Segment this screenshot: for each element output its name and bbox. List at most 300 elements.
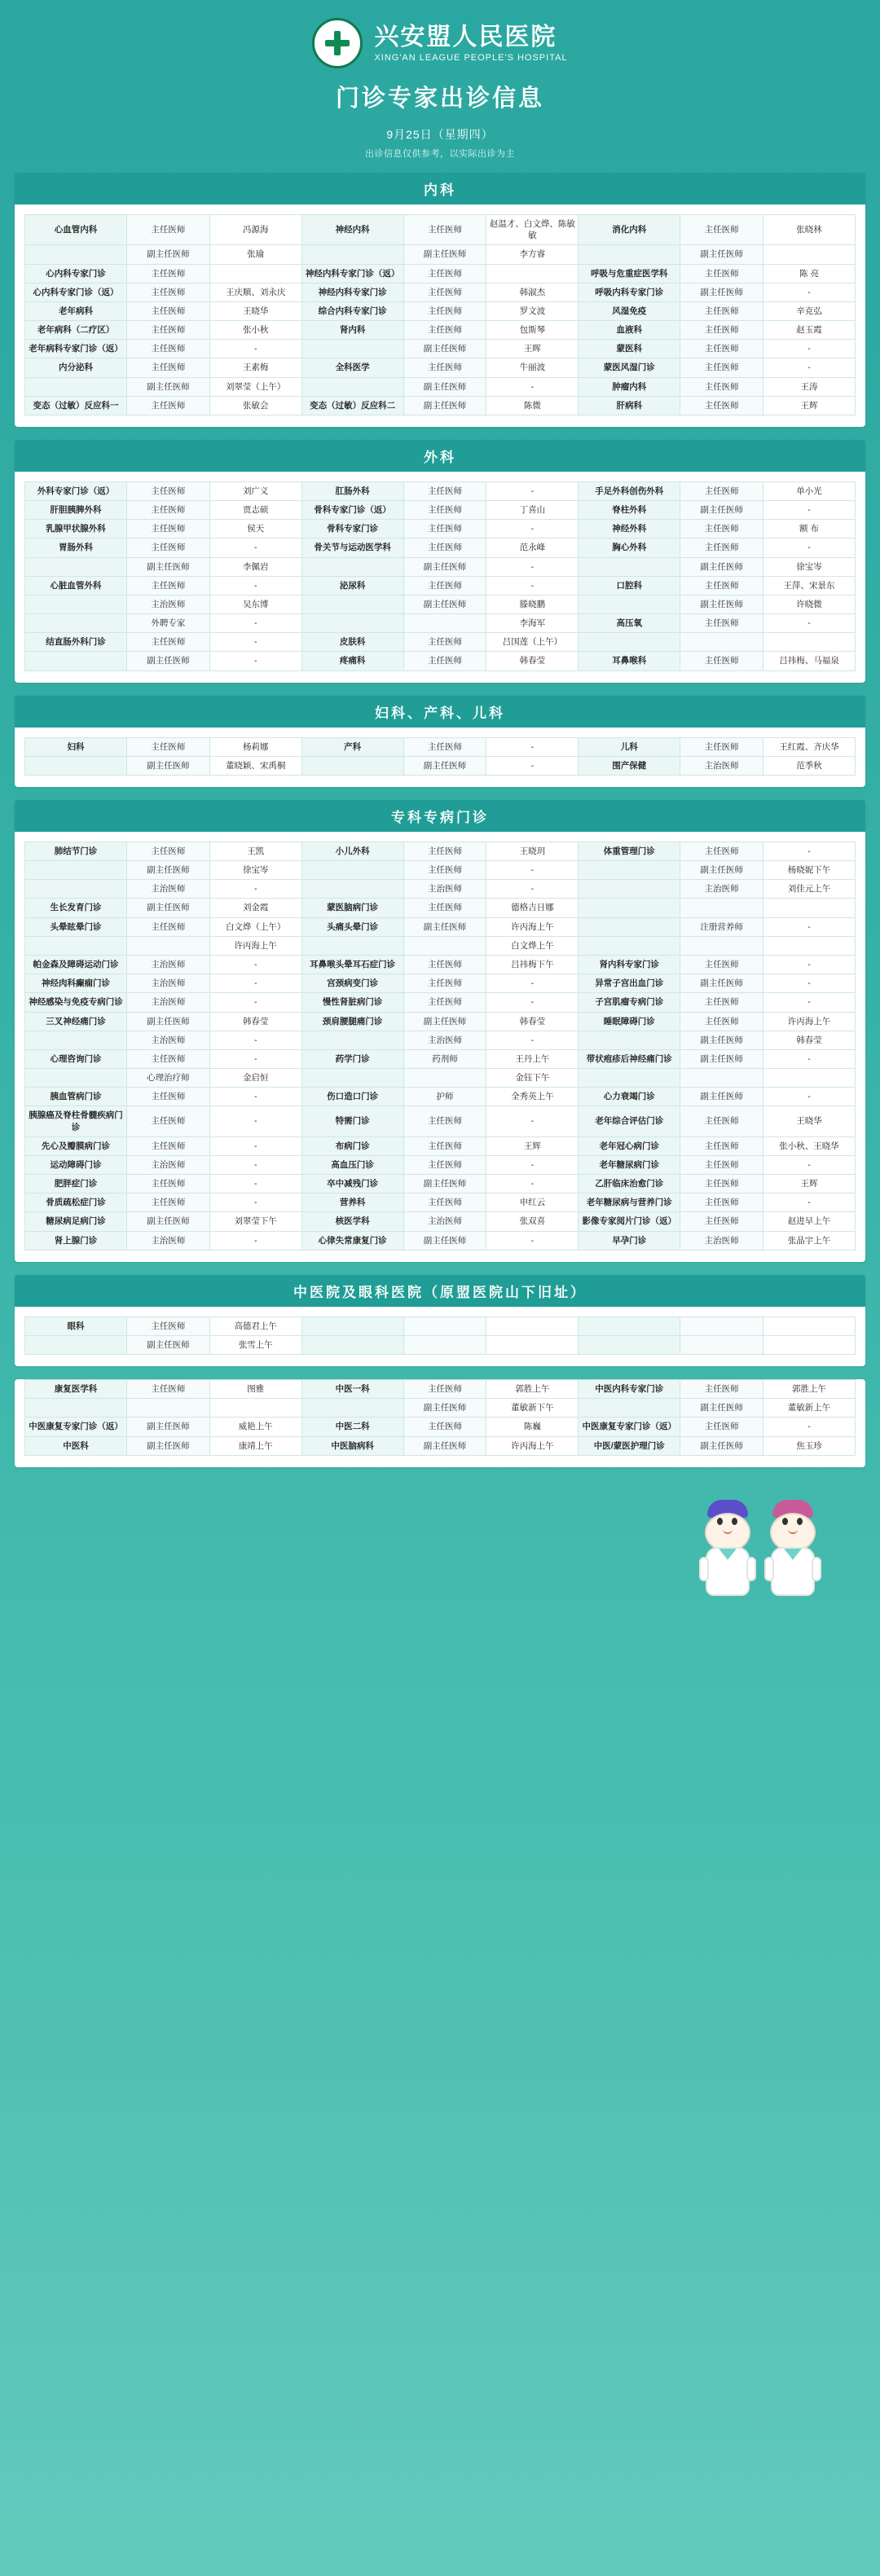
doctor-cell: 康靖上午 <box>209 1436 301 1455</box>
rank-cell: 主任医师 <box>403 1136 486 1155</box>
rank-cell: 主治医师 <box>403 1031 486 1049</box>
doctor-cell: - <box>763 955 856 974</box>
doctor-cell: 许丙海上午 <box>209 936 301 955</box>
rank-cell: 主任医师 <box>126 1136 209 1155</box>
doctor-cell: - <box>763 1193 856 1212</box>
department-cell <box>301 340 403 358</box>
department-cell: 胰腺癌及脊柱骨髓疾病门诊 <box>25 1106 127 1136</box>
poster-header <box>0 0 880 160</box>
department-cell: 药学门诊 <box>301 1049 403 1068</box>
department-cell <box>301 1317 403 1335</box>
rank-cell: 主任医师 <box>680 993 763 1012</box>
rank-cell: 副主任医师 <box>680 1049 763 1068</box>
table-row <box>25 520 856 538</box>
doctor-cell: 刘广义 <box>209 481 301 500</box>
doctor-cell: 张小秋、王晓华 <box>763 1136 856 1155</box>
doctor-cell: - <box>763 974 856 993</box>
department-cell <box>25 1335 127 1354</box>
rank-cell: 副主任医师 <box>680 245 763 264</box>
department-cell: 风湿免疫 <box>579 301 680 320</box>
department-cell <box>301 861 403 880</box>
department-cell: 中医二科 <box>301 1418 403 1436</box>
doctor-cell: 焦玉珍 <box>763 1436 856 1455</box>
rank-cell: 副主任医师 <box>680 861 763 880</box>
doctor-cell: 赵温才、白文烨、陈敏敏 <box>486 215 579 245</box>
mascot-doctor-blue <box>697 1500 758 1599</box>
doctor-cell: - <box>486 756 579 775</box>
department-cell <box>25 652 127 670</box>
rank-cell: 主任医师 <box>680 377 763 396</box>
doctor-cell <box>209 264 301 283</box>
table-row <box>25 614 856 633</box>
table-row <box>25 1317 856 1335</box>
mascot-doctor-pink <box>763 1500 823 1599</box>
rank-cell: 主任医师 <box>126 215 209 245</box>
department-cell: 生长发育门诊 <box>25 899 127 917</box>
doctor-cell: 白文烨上午 <box>486 936 579 955</box>
doctor-cell: 吴东博 <box>209 595 301 613</box>
department-cell: 布病门诊 <box>301 1136 403 1155</box>
doctor-cell <box>763 899 856 917</box>
rank-cell: 副主任医师 <box>126 245 209 264</box>
doctor-cell: 王辉 <box>486 1136 579 1155</box>
rank-cell: 主任医师 <box>403 842 486 860</box>
rank-cell: 副主任医师 <box>126 756 209 775</box>
rank-cell: 主治医师 <box>126 880 209 899</box>
department-cell: 老年综合评估门诊 <box>579 1106 680 1136</box>
department-cell: 儿科 <box>579 737 680 756</box>
doctor-cell: - <box>209 1231 301 1250</box>
doctor-cell: - <box>209 955 301 974</box>
department-cell: 早孕门诊 <box>579 1231 680 1250</box>
schedule-table <box>24 1317 856 1355</box>
department-cell <box>579 1399 680 1418</box>
doctor-cell <box>763 245 856 264</box>
doctor-cell: - <box>209 974 301 993</box>
department-cell <box>301 1399 403 1418</box>
rank-cell: 副主任医师 <box>403 756 486 775</box>
rank-cell <box>126 936 209 955</box>
doctor-cell: 单小光 <box>763 481 856 500</box>
table-row <box>25 737 856 756</box>
rank-cell: 主任医师 <box>680 358 763 377</box>
schedule-table <box>24 214 856 415</box>
table-row <box>25 974 856 993</box>
rank-cell: 主任医师 <box>126 737 209 756</box>
rank-cell <box>403 1335 486 1354</box>
doctor-cell: - <box>209 1031 301 1049</box>
department-cell: 综合内科专家门诊 <box>301 301 403 320</box>
rank-cell: 副主任医师 <box>403 917 486 936</box>
mascot-group <box>697 1500 823 1599</box>
rank-cell: 主任医师 <box>126 538 209 557</box>
table-row <box>25 1175 856 1193</box>
department-cell: 异常子宫出血门诊 <box>579 974 680 993</box>
rank-cell: 主任医师 <box>403 1193 486 1212</box>
department-cell <box>25 614 127 633</box>
rank-cell <box>126 1399 209 1418</box>
rank-cell: 主任医师 <box>680 1175 763 1193</box>
rank-cell <box>680 1317 763 1335</box>
department-cell <box>25 861 127 880</box>
doctor-cell: - <box>486 880 579 899</box>
doctor-cell: 许晓微 <box>763 595 856 613</box>
doctor-cell: - <box>763 1049 856 1068</box>
doctor-cell: 丁喜山 <box>486 501 579 520</box>
footer <box>0 1467 880 1606</box>
department-cell: 胰血管病门诊 <box>25 1088 127 1106</box>
department-cell <box>25 936 127 955</box>
department-cell <box>301 936 403 955</box>
doctor-cell: - <box>486 557 579 576</box>
doctor-cell: 侯天 <box>209 520 301 538</box>
doctor-cell: 吕祎梅下午 <box>486 955 579 974</box>
section-card <box>15 173 865 427</box>
department-cell: 颈肩腰腿痛门诊 <box>301 1012 403 1031</box>
rank-cell: 副主任医师 <box>403 1436 486 1455</box>
rank-cell: 副主任医师 <box>126 1418 209 1436</box>
rank-cell <box>680 899 763 917</box>
doctor-cell: 张双喜 <box>486 1212 579 1231</box>
department-cell: 康复医学科 <box>25 1380 127 1399</box>
doctor-cell: - <box>209 538 301 557</box>
rank-cell <box>403 1317 486 1335</box>
doctor-cell: 郭胜上午 <box>763 1380 856 1399</box>
rank-cell <box>403 936 486 955</box>
rank-cell: 主任医师 <box>680 1012 763 1031</box>
rank-cell: 副主任医师 <box>403 1231 486 1250</box>
department-cell: 老年病科（二疗区） <box>25 321 127 340</box>
department-cell <box>579 861 680 880</box>
doctor-cell: - <box>209 1136 301 1155</box>
table-row <box>25 1106 856 1136</box>
rank-cell: 主任医师 <box>403 955 486 974</box>
rank-cell <box>403 614 486 633</box>
hospital-name-cn: 兴安盟人民医院 <box>374 24 557 51</box>
table-row <box>25 538 856 557</box>
department-cell: 高血压门诊 <box>301 1155 403 1174</box>
department-cell: 老年糖尿病与营养门诊 <box>579 1193 680 1212</box>
department-cell: 老年糖尿病门诊 <box>579 1155 680 1174</box>
rank-cell: 主任医师 <box>126 842 209 860</box>
department-cell: 头痛头晕门诊 <box>301 917 403 936</box>
doctor-cell: 韩春莹 <box>763 1031 856 1049</box>
doctor-cell: - <box>209 993 301 1012</box>
table-row <box>25 936 856 955</box>
rank-cell: 主任医师 <box>403 481 486 500</box>
doctor-cell: - <box>763 1155 856 1174</box>
doctor-cell: - <box>209 340 301 358</box>
department-cell: 高压氧 <box>579 614 680 633</box>
doctor-cell: 徐宝岑 <box>209 861 301 880</box>
department-cell: 老年病科 <box>25 301 127 320</box>
department-cell: 卒中减残门诊 <box>301 1175 403 1193</box>
rank-cell: 主任医师 <box>680 396 763 415</box>
doctor-cell: - <box>763 993 856 1012</box>
doctor-cell <box>763 936 856 955</box>
doctor-cell: 王晖 <box>486 340 579 358</box>
page-title: 门诊专家出诊信息 <box>335 86 544 112</box>
department-cell: 耳鼻喉头晕耳石症门诊 <box>301 955 403 974</box>
doctor-cell: - <box>209 1175 301 1193</box>
department-cell: 中医康复专家门诊（返） <box>579 1418 680 1436</box>
department-cell: 老年冠心病门诊 <box>579 1136 680 1155</box>
rank-cell: 主任医师 <box>680 1418 763 1436</box>
table-row <box>25 595 856 613</box>
doctor-cell: 陈 亮 <box>763 264 856 283</box>
table-row <box>25 283 856 301</box>
table-row <box>25 1212 856 1231</box>
department-cell <box>25 557 127 576</box>
table-row <box>25 1069 856 1088</box>
rank-cell: 主任医师 <box>680 1106 763 1136</box>
doctor-cell: 陈微 <box>486 396 579 415</box>
rank-cell: 主任医师 <box>403 501 486 520</box>
department-cell <box>579 1317 680 1335</box>
doctor-cell: 张敏会 <box>209 396 301 415</box>
department-cell: 外科专家门诊（返） <box>25 481 127 500</box>
doctor-cell: 韩春莹 <box>486 1012 579 1031</box>
rank-cell: 主任医师 <box>403 215 486 245</box>
rank-cell: 副主任医师 <box>680 1031 763 1049</box>
rank-cell: 副主任医师 <box>680 1088 763 1106</box>
rank-cell: 主任医师 <box>680 264 763 283</box>
department-cell: 呼吸内科专家门诊 <box>579 283 680 301</box>
doctor-cell <box>486 1335 579 1354</box>
table-row <box>25 321 856 340</box>
rank-cell: 副主任医师 <box>403 1175 486 1193</box>
rank-cell: 心理治疗师 <box>126 1069 209 1088</box>
doctor-cell: 罗文波 <box>486 301 579 320</box>
doctor-cell: 李方睿 <box>486 245 579 264</box>
rank-cell: 副主任医师 <box>680 595 763 613</box>
department-cell <box>579 1069 680 1088</box>
doctor-cell: - <box>486 1106 579 1136</box>
department-cell: 老年病科专家门诊（返） <box>25 340 127 358</box>
doctor-cell: 赵玉霞 <box>763 321 856 340</box>
note-label: 出诊信息仅供参考，以实际出诊为主 <box>365 149 515 159</box>
rank-cell: 副主任医师 <box>680 1436 763 1455</box>
schedule-table <box>24 737 856 776</box>
rank-cell: 主任医师 <box>126 1049 209 1068</box>
rank-cell: 主任医师 <box>403 283 486 301</box>
rank-cell: 主任医师 <box>403 737 486 756</box>
department-cell: 呼吸与危重症医学科 <box>579 264 680 283</box>
doctor-cell: 董敏新下午 <box>486 1399 579 1418</box>
doctor-cell: 德格吉日娜 <box>486 899 579 917</box>
rank-cell: 主治医师 <box>126 1231 209 1250</box>
doctor-cell: - <box>486 481 579 500</box>
doctor-cell: 威艳上午 <box>209 1418 301 1436</box>
rank-cell: 副主任医师 <box>680 1399 763 1418</box>
doctor-cell: 图雅 <box>209 1380 301 1399</box>
doctor-cell: 吕祎梅、马福泉 <box>763 652 856 670</box>
doctor-cell: - <box>486 974 579 993</box>
rank-cell: 副主任医师 <box>403 396 486 415</box>
rank-cell: 副主任医师 <box>403 245 486 264</box>
doctor-cell: 王辉 <box>763 1175 856 1193</box>
rank-cell: 主任医师 <box>403 1106 486 1136</box>
rank-cell: 主任医师 <box>403 974 486 993</box>
table-row <box>25 358 856 377</box>
table-row <box>25 301 856 320</box>
doctor-cell: 王晓华 <box>209 301 301 320</box>
department-cell: 特需门诊 <box>301 1106 403 1136</box>
department-cell: 骨质疏松症门诊 <box>25 1193 127 1212</box>
rank-cell <box>680 1335 763 1354</box>
department-cell: 眼科 <box>25 1317 127 1335</box>
department-cell: 心脏血管外科 <box>25 576 127 595</box>
doctor-cell: 张小秋 <box>209 321 301 340</box>
doctor-cell: 王晓玥 <box>486 842 579 860</box>
doctor-cell: 刘翠莹（上午） <box>209 377 301 396</box>
department-cell <box>301 756 403 775</box>
department-cell: 中医/蒙医护理门诊 <box>579 1436 680 1455</box>
department-cell <box>25 377 127 396</box>
department-cell: 蒙医脑病门诊 <box>301 899 403 917</box>
doctor-cell: 张瑜 <box>209 245 301 264</box>
rank-cell: 副主任医师 <box>126 1012 209 1031</box>
doctor-cell: 王涛 <box>763 377 856 396</box>
rank-cell: 外聘专家 <box>126 614 209 633</box>
doctor-cell: - <box>486 1155 579 1174</box>
section-card <box>15 1275 865 1366</box>
department-cell <box>301 245 403 264</box>
rank-cell: 主任医师 <box>680 842 763 860</box>
schedule-table <box>24 481 856 671</box>
department-cell: 胃肠外科 <box>25 538 127 557</box>
doctor-cell: - <box>486 861 579 880</box>
hospital-names <box>374 24 567 63</box>
doctor-cell: - <box>209 614 301 633</box>
rank-cell: 主任医师 <box>126 1088 209 1106</box>
date-label: 9月25日（星期四） <box>386 128 494 141</box>
doctor-cell: - <box>486 993 579 1012</box>
logo-row <box>0 18 880 68</box>
rank-cell: 主治医师 <box>126 993 209 1012</box>
rank-cell: 主任医师 <box>126 520 209 538</box>
department-cell: 蒙医科 <box>579 340 680 358</box>
doctor-cell: 王丹上午 <box>486 1049 579 1068</box>
rank-cell: 主任医师 <box>680 955 763 974</box>
doctor-cell: 韩春莹 <box>486 652 579 670</box>
table-row <box>25 899 856 917</box>
department-cell: 影像专家阅片门诊（返） <box>579 1212 680 1231</box>
department-cell <box>25 1069 127 1088</box>
department-cell <box>25 1399 127 1418</box>
doctor-cell: 包斯琴 <box>486 321 579 340</box>
rank-cell: 副主任医师 <box>403 1399 486 1418</box>
rank-cell: 主任医师 <box>126 1380 209 1399</box>
department-cell: 乙肝临床治愈门诊 <box>579 1175 680 1193</box>
doctor-cell: 王晓华 <box>763 1106 856 1136</box>
doctor-cell <box>763 1069 856 1088</box>
rank-cell: 副主任医师 <box>680 501 763 520</box>
rank-cell: 主任医师 <box>126 396 209 415</box>
doctor-cell <box>486 264 579 283</box>
rank-cell: 副主任医师 <box>126 1436 209 1455</box>
rank-cell: 主任医师 <box>126 633 209 652</box>
doctor-cell: - <box>209 652 301 670</box>
rank-cell: 主任医师 <box>126 358 209 377</box>
department-cell: 心血管内科 <box>25 215 127 245</box>
rank-cell: 主任医师 <box>126 301 209 320</box>
rank-cell: 主任医师 <box>126 1106 209 1136</box>
department-cell: 蒙医风湿门诊 <box>579 358 680 377</box>
department-cell: 三叉神经痛门诊 <box>25 1012 127 1031</box>
department-cell: 神经内科 <box>301 215 403 245</box>
department-cell <box>301 1031 403 1049</box>
doctor-cell: 刘佳元上午 <box>763 880 856 899</box>
rank-cell: 主任医师 <box>126 264 209 283</box>
department-cell: 乳腺甲状腺外科 <box>25 520 127 538</box>
department-cell: 中医脑病科 <box>301 1436 403 1455</box>
rank-cell: 副主任医师 <box>126 1335 209 1354</box>
table-row <box>25 1012 856 1031</box>
doctor-cell: 范季秋 <box>763 756 856 775</box>
doctor-cell <box>209 1399 301 1418</box>
doctor-cell: - <box>209 1155 301 1174</box>
table-row <box>25 557 856 576</box>
rank-cell: 主任医师 <box>680 538 763 557</box>
table-row <box>25 756 856 775</box>
doctor-cell: 赵进早上午 <box>763 1212 856 1231</box>
department-cell: 口腔科 <box>579 576 680 595</box>
doctor-cell: - <box>763 842 856 860</box>
section-card <box>15 440 865 683</box>
doctor-cell: - <box>763 917 856 936</box>
section-card <box>15 696 865 787</box>
rank-cell: 主任医师 <box>126 576 209 595</box>
department-cell: 耳鼻喉科 <box>579 652 680 670</box>
department-cell <box>301 1335 403 1354</box>
section-title: 妇科、产科、儿科 <box>15 696 865 728</box>
department-cell <box>579 936 680 955</box>
schedule-table <box>24 842 856 1251</box>
department-cell: 帕金森及障碍运动门诊 <box>25 955 127 974</box>
rank-cell: 主任医师 <box>680 340 763 358</box>
department-cell <box>579 557 680 576</box>
rank-cell: 副主任医师 <box>126 652 209 670</box>
table-row <box>25 264 856 283</box>
rank-cell: 主治医师 <box>403 1212 486 1231</box>
table-row <box>25 842 856 860</box>
rank-cell: 主任医师 <box>403 899 486 917</box>
department-cell: 伤口造口门诊 <box>301 1088 403 1106</box>
rank-cell: 主任医师 <box>403 652 486 670</box>
doctor-cell: 牛丽波 <box>486 358 579 377</box>
department-cell: 体重管理门诊 <box>579 842 680 860</box>
rank-cell: 主任医师 <box>126 1317 209 1335</box>
table-row <box>25 1436 856 1455</box>
rank-cell: 主治医师 <box>680 1231 763 1250</box>
department-cell: 骨科专家门诊（返） <box>301 501 403 520</box>
table-row <box>25 340 856 358</box>
doctor-cell: - <box>209 1193 301 1212</box>
doctor-cell <box>486 1317 579 1335</box>
department-cell <box>579 1335 680 1354</box>
rank-cell: 主任医师 <box>126 501 209 520</box>
department-cell: 小儿外科 <box>301 842 403 860</box>
rank-cell: 主治医师 <box>680 880 763 899</box>
doctor-cell: 王凯 <box>209 842 301 860</box>
rank-cell: 副主任医师 <box>126 1212 209 1231</box>
doctor-cell: - <box>486 1231 579 1250</box>
table-row <box>25 245 856 264</box>
doctor-cell: 金启恒 <box>209 1069 301 1088</box>
department-cell <box>25 245 127 264</box>
rank-cell: 主任医师 <box>680 652 763 670</box>
